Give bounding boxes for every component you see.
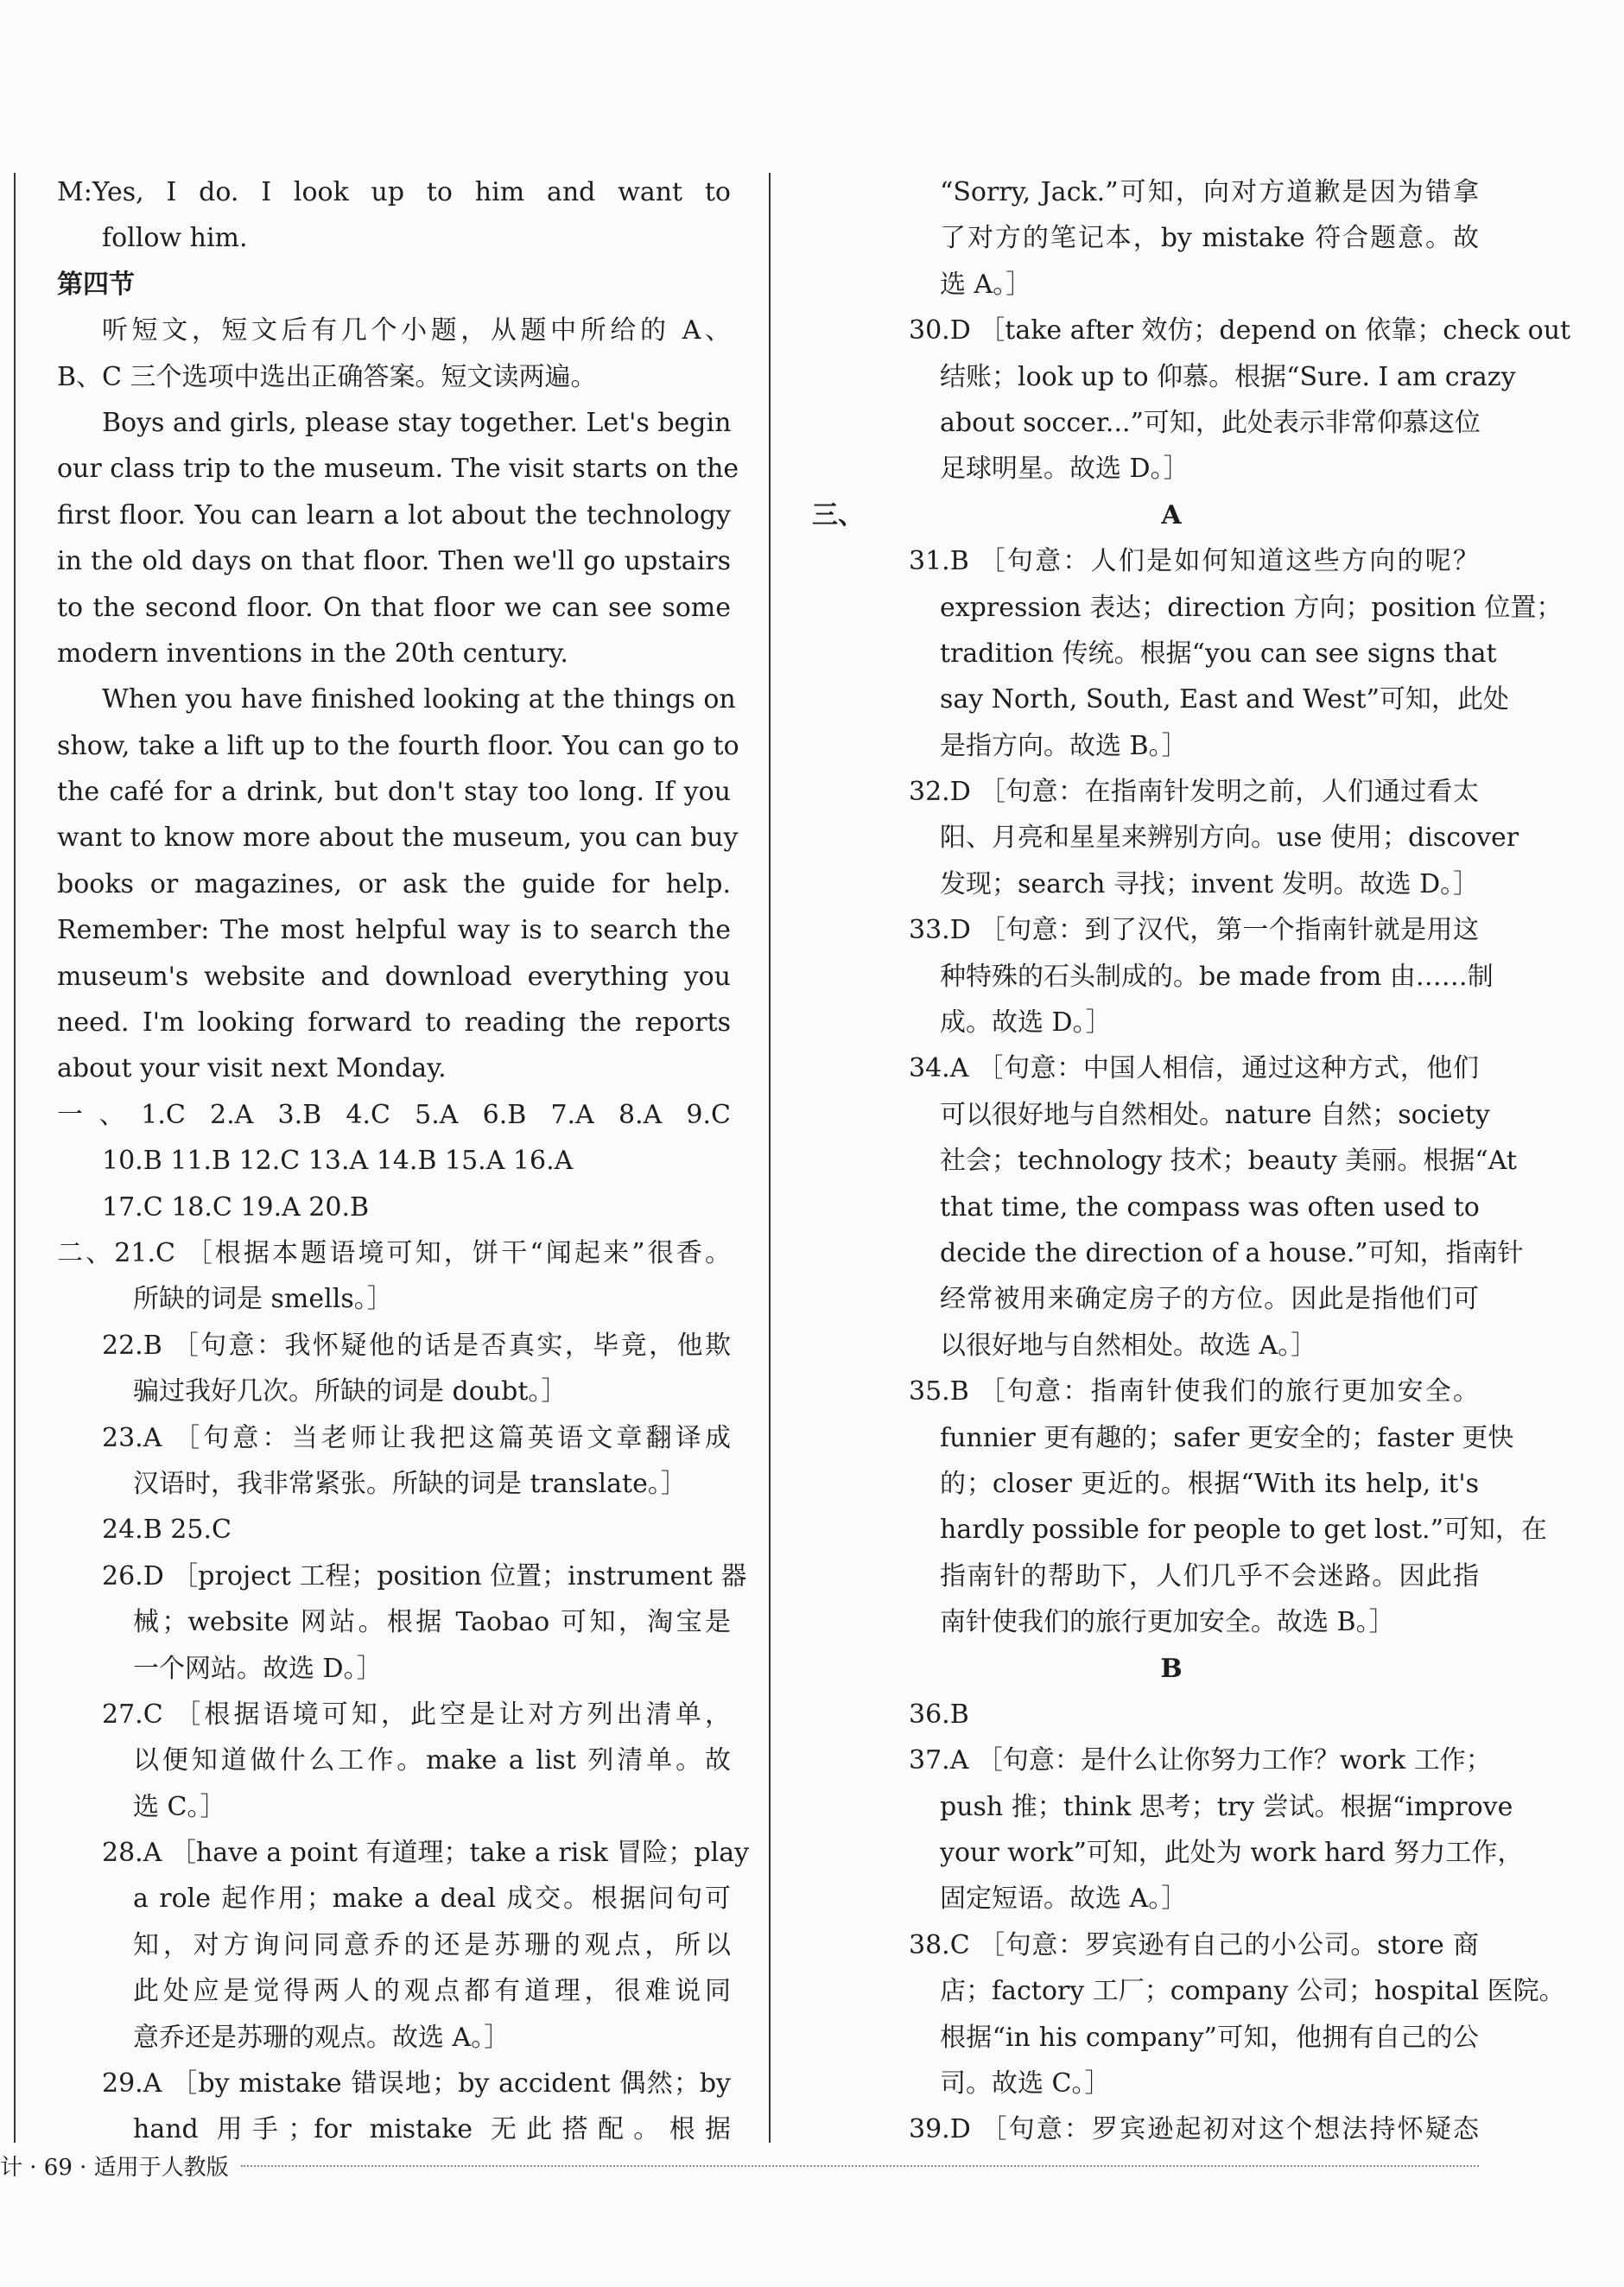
right-line: 发现；search 寻找；invent 发明。故选 D。］ — [940, 868, 1480, 899]
right-line: 31.B ［句意：人们是如何知道这些方向的呢？ — [909, 546, 1479, 577]
right-line: 南针使我们的旅行更加安全。故选 B。］ — [940, 1607, 1395, 1638]
left-line: 知，对方询问同意乔的还是苏珊的观点，所以 — [133, 1929, 731, 1960]
right-line: funnier 更有趣的；safer 更安全的；faster 更快 — [940, 1422, 1514, 1453]
right-line: 根据“in his company”可知，他拥有自己的公 — [940, 2022, 1479, 2053]
right-line: 的；closer 更近的。根据“With its help, it's — [940, 1468, 1479, 1499]
left-line: the café for a drink, but don't stay too long. If you — [57, 777, 731, 808]
left-line: 以便知道做什么工作。make a list 列清单。故 — [133, 1745, 731, 1776]
left-line: 24.B 25.C — [102, 1515, 232, 1546]
left-line: M:Yes, I do. I look up to him and want to — [57, 177, 731, 207]
right-line: expression 表达；direction 方向；position 位置； — [940, 592, 1563, 623]
right-line: that time, the compass was often used to — [940, 1191, 1480, 1223]
left-line: 意乔还是苏珊的观点。故选 A。］ — [133, 2022, 511, 2053]
right-line: 39.D ［句意：罗宾逊起初对这个想法持怀疑态 — [909, 2114, 1479, 2145]
column-divider — [769, 173, 771, 2143]
right-line: 选 A。］ — [940, 269, 1032, 300]
left-line: 骗过我好几次。所缺的词是 doubt。］ — [133, 1376, 568, 1407]
left-line: museum's website and download everything you — [57, 961, 731, 992]
left-line: first floor. You can learn a lot about the technology — [57, 499, 731, 530]
left-line: show, take a lift up to the fourth floor. You can go to — [57, 730, 739, 761]
page-footer — [0, 2148, 1479, 2182]
left-line: B、C 三个选项中选出正确答案。短文读两遍。 — [57, 361, 597, 392]
left-margin-rule — [14, 173, 16, 2143]
left-line: follow him. — [102, 223, 248, 254]
right-line: 36.B — [909, 1699, 969, 1730]
left-line: 一、1.C 2.A 3.B 4.C 5.A 6.B 7.A 8.A 9.C — [57, 1099, 731, 1130]
right-line: 38.C ［句意：罗宾逊有自己的小公司。store 商 — [909, 1929, 1479, 1960]
left-line: 22.B ［句意：我怀疑他的话是否真实，毕竟，他欺 — [102, 1330, 731, 1361]
left-line: 听短文，短文后有几个小题，从题中所给的 A、 — [102, 315, 731, 346]
left-line: 选 C。］ — [133, 1791, 226, 1822]
right-line: 了对方的笔记本，by mistake 符合题意。故 — [940, 223, 1479, 254]
right-line: hardly possible for people to get lost.”可知，在 — [940, 1515, 1547, 1546]
right-line: 固定短语。故选 A。］ — [940, 1884, 1188, 1915]
right-line: 指南针的帮助下，人们几乎不会迷路。因此指 — [940, 1560, 1479, 1591]
right-line: 可以很好地与自然相处。nature 自然；society — [940, 1099, 1490, 1130]
left-line: need. I'm looking forward to reading the reports — [57, 1007, 731, 1039]
right-line: 是指方向。故选 B。］ — [940, 730, 1188, 761]
left-line: Remember: The most helpful way is to search the — [57, 915, 731, 946]
right-line: 33.D ［句意：到了汉代，第一个指南针就是用这 — [909, 915, 1479, 946]
left-line: 第四节 — [57, 269, 135, 300]
right-column — [812, 169, 1571, 2153]
right-line: 35.B ［句意：指南针使我们的旅行更加安全。 — [909, 1376, 1479, 1407]
left-line: 28.A ［have a point 有道理；take a risk 冒险；play — [102, 1838, 750, 1869]
right-line: 社会；technology 技术；beauty 美丽。根据“At — [940, 1146, 1517, 1177]
left-line: 23.A ［句意：当老师让我把这篇英语文章翻译成 — [102, 1422, 731, 1453]
right-line: 种特殊的石头制成的。be made from 由……制 — [940, 961, 1494, 992]
left-line: 29.A ［by mistake 错误地；by accident 偶然；by — [102, 2068, 731, 2100]
right-line: about soccer...”可知，此处表示非常仰慕这位 — [940, 407, 1481, 438]
left-line: about your visit next Monday. — [57, 1053, 447, 1084]
footer-page-label: 计 · 69 · 适用于人教版 — [0, 2154, 229, 2181]
left-line: 17.C 18.C 19.A 20.B — [102, 1191, 370, 1223]
right-line: tradition 传统。根据“you can see signs that — [940, 638, 1497, 669]
right-line: your work”可知，此处为 work hard 努力工作， — [940, 1838, 1524, 1869]
left-line: 所缺的词是 smells。］ — [133, 1284, 393, 1315]
left-line: When you have finished looking at the things on — [102, 684, 736, 715]
right-line: 以很好地与自然相处。故选 A。］ — [940, 1330, 1317, 1361]
left-line: hand 用手；for mistake 无此搭配。根据 — [133, 2114, 731, 2145]
section-number: 三、 — [812, 499, 864, 530]
left-line: 此处应是觉得两人的观点都有道理，很难说同 — [133, 1976, 731, 2007]
left-line: 一个网站。故选 D。］ — [133, 1653, 383, 1684]
right-line: 成。故选 D。］ — [940, 1007, 1112, 1039]
left-line: 10.B 11.B 12.C 13.A 14.B 15.A 16.A — [102, 1146, 574, 1177]
left-line: 械；website 网站。根据 Taobao 可知，淘宝是 — [133, 1607, 731, 1638]
left-line: books or magazines, or ask the guide for help. — [57, 868, 731, 899]
right-line: B — [1160, 1653, 1183, 1684]
footer-dotted-rule — [241, 2164, 1479, 2167]
left-line: a role 起作用；make a deal 成交。根据问句可 — [133, 1884, 731, 1915]
right-line: 阳、月亮和星星来辨别方向。use 使用；discover — [940, 823, 1519, 854]
left-line: 二、21.C ［根据本题语境可知，饼干“闻起来”很香。 — [57, 1237, 731, 1268]
left-line: in the old days on that floor. Then we'll go upstairs — [57, 546, 731, 577]
left-line: Boys and girls, please stay together. Let's begin — [102, 407, 732, 438]
right-line: 34.A ［句意：中国人相信，通过这种方式，他们 — [909, 1053, 1479, 1084]
left-line: our class trip to the museum. The visit starts on the — [57, 454, 739, 485]
right-line: 司。故选 C。］ — [940, 2068, 1111, 2100]
right-line: 30.D ［take after 效仿；depend on 依靠；check out — [909, 315, 1571, 346]
left-line: modern inventions in the 20th century. — [57, 638, 568, 669]
right-line: 32.D ［句意：在指南针发明之前，人们通过看太 — [909, 777, 1479, 808]
left-column — [57, 169, 750, 2153]
right-line: 结账；look up to 仰慕。根据“Sure. I am crazy — [940, 361, 1516, 392]
right-line: 足球明星。故选 D。］ — [940, 454, 1189, 485]
left-line: to the second floor. On that floor we can see some — [57, 592, 731, 623]
right-line: push 推；think 思考；try 尝试。根据“improve — [940, 1791, 1513, 1822]
right-line — [812, 492, 1479, 538]
left-line: 27.C ［根据语境可知，此空是让对方列出清单， — [102, 1699, 731, 1730]
right-line: “Sorry, Jack.”可知，向对方道歉是因为错拿 — [940, 177, 1479, 207]
left-line: want to know more about the museum, you can buy — [57, 823, 739, 854]
right-line: 店；factory 工厂；company 公司；hospital 医院。 — [940, 1976, 1565, 2007]
right-line: 37.A ［句意：是什么让你努力工作？work 工作； — [909, 1745, 1492, 1776]
section-heading: A — [1161, 499, 1182, 530]
right-line: decide the direction of a house.”可知，指南针 — [940, 1237, 1524, 1268]
right-line: say North, South, East and West”可知，此处 — [940, 684, 1509, 715]
left-line: 汉语时，我非常紧张。所缺的词是 translate。］ — [133, 1468, 687, 1499]
right-line: 经常被用来确定房子的方位。因此是指他们可 — [940, 1284, 1479, 1315]
left-line: 26.D ［project 工程；position 位置；instrument 器 — [102, 1560, 747, 1591]
